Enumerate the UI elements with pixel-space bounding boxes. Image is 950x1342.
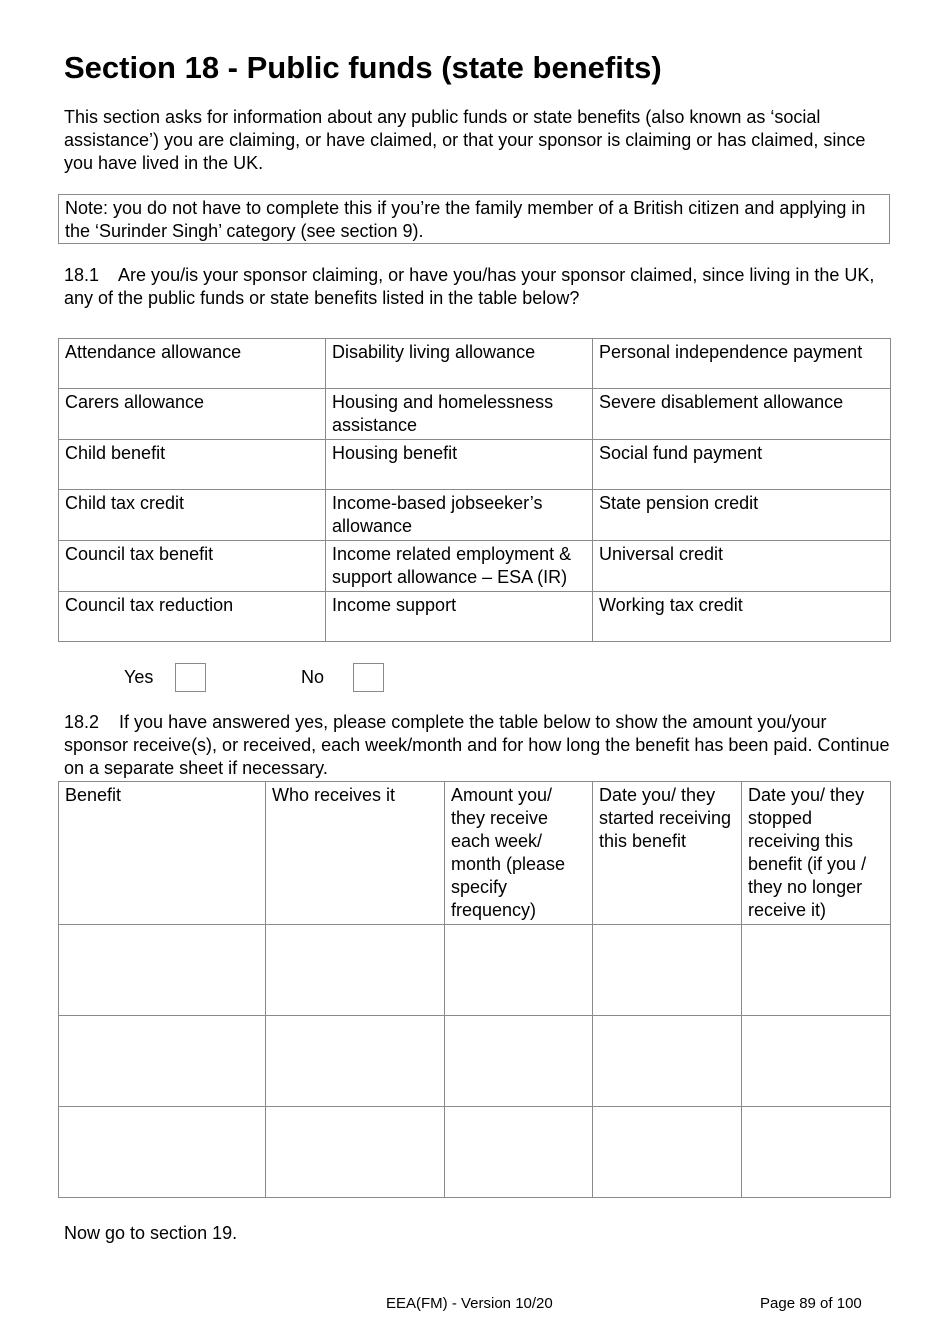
- table-row: [59, 1016, 891, 1107]
- next-section-instruction: Now go to section 19.: [64, 1223, 238, 1243]
- who-receives-input-cell[interactable]: [266, 925, 445, 1016]
- header-benefit: Benefit: [59, 782, 266, 925]
- header-who-receives: Who receives it: [266, 782, 445, 925]
- benefit-cell: Personal independence payment: [593, 339, 891, 389]
- date-started-input-cell[interactable]: [593, 925, 742, 1016]
- table-header-row: [59, 782, 891, 925]
- benefit-cell: Child benefit: [59, 440, 326, 490]
- question-18-1: 18.1 Are you/is your sponsor claiming, or have you/has your sponsor claimed, since living in the UK, any of the public funds or state benefits listed in the table below?: [64, 265, 880, 308]
- date-started-input-cell[interactable]: [593, 1107, 742, 1198]
- benefit-cell: Income-based jobseeker’s allowance: [326, 490, 593, 541]
- benefit-cell: State pension credit: [593, 490, 891, 541]
- benefit-cell: Severe disablement allowance: [593, 389, 891, 440]
- amount-input-cell[interactable]: [445, 925, 593, 1016]
- section-title: Section 18 - Public funds (state benefits): [64, 50, 662, 85]
- date-stopped-input-cell[interactable]: [742, 1107, 891, 1198]
- benefits-table: [58, 338, 891, 642]
- benefit-cell: Disability living allowance: [326, 339, 593, 389]
- benefit-input-cell[interactable]: [59, 1107, 266, 1198]
- yes-label: Yes: [124, 667, 154, 687]
- header-date-started: Date you/ they started receiving this benefit: [593, 782, 742, 925]
- who-receives-input-cell[interactable]: [266, 1016, 445, 1107]
- footer-page-number: Page 89 of 100: [760, 1295, 862, 1312]
- header-date-stopped: Date you/ they stopped receiving this benefit (if you / they no longer receive it): [742, 782, 891, 925]
- yes-checkbox[interactable]: [175, 663, 206, 692]
- section-intro: This section asks for information about any public funds or state benefits (also known as ‘social assistance’) you are claiming, or have claimed, or that your sponsor is claiming or has claimed, since you have lived in the UK.: [64, 107, 866, 173]
- note-box: Note: you do not have to complete this if you’re the family member of a British citizen and applying in the ‘Surinder Singh’ category (see section 9).: [58, 194, 890, 244]
- no-checkbox[interactable]: [353, 663, 384, 692]
- benefit-cell: Attendance allowance: [59, 339, 326, 389]
- benefit-cell: Universal credit: [593, 541, 891, 592]
- benefit-cell: Social fund payment: [593, 440, 891, 490]
- amount-input-cell[interactable]: [445, 1016, 593, 1107]
- benefit-cell: Income related employment & support allowance – ESA (IR): [326, 541, 593, 592]
- table-row: [59, 490, 891, 541]
- benefit-cell: Child tax credit: [59, 490, 326, 541]
- benefit-cell: Housing and homelessness assistance: [326, 389, 593, 440]
- header-amount: Amount you/ they receive each week/ month (please specify frequency): [445, 782, 593, 925]
- table-row: [59, 1107, 891, 1198]
- benefit-cell: Council tax benefit: [59, 541, 326, 592]
- table-row: [59, 440, 891, 490]
- benefit-cell: Income support: [326, 592, 593, 642]
- no-label: No: [301, 667, 325, 687]
- date-stopped-input-cell[interactable]: [742, 925, 891, 1016]
- who-receives-input-cell[interactable]: [266, 1107, 445, 1198]
- table-row: [59, 592, 891, 642]
- benefit-input-cell[interactable]: [59, 925, 266, 1016]
- benefit-amounts-table: [58, 781, 891, 1198]
- amount-input-cell[interactable]: [445, 1107, 593, 1198]
- table-row: [59, 339, 891, 389]
- table-row: [59, 925, 891, 1016]
- benefit-cell: Carers allowance: [59, 389, 326, 440]
- table-row: [59, 541, 891, 592]
- benefit-cell: Council tax reduction: [59, 592, 326, 642]
- footer-version: EEA(FM) - Version 10/20: [386, 1295, 553, 1312]
- benefit-cell: Housing benefit: [326, 440, 593, 490]
- table-row: [59, 389, 891, 440]
- date-stopped-input-cell[interactable]: [742, 1016, 891, 1107]
- benefit-input-cell[interactable]: [59, 1016, 266, 1107]
- question-18-2: 18.2 If you have answered yes, please complete the table below to show the amount you/your sponsor receive(s), or received, each week/month and for how long the benefit has been paid. Continue on a separate sheet if necessary.: [64, 712, 895, 778]
- date-started-input-cell[interactable]: [593, 1016, 742, 1107]
- benefit-cell: Working tax credit: [593, 592, 891, 642]
